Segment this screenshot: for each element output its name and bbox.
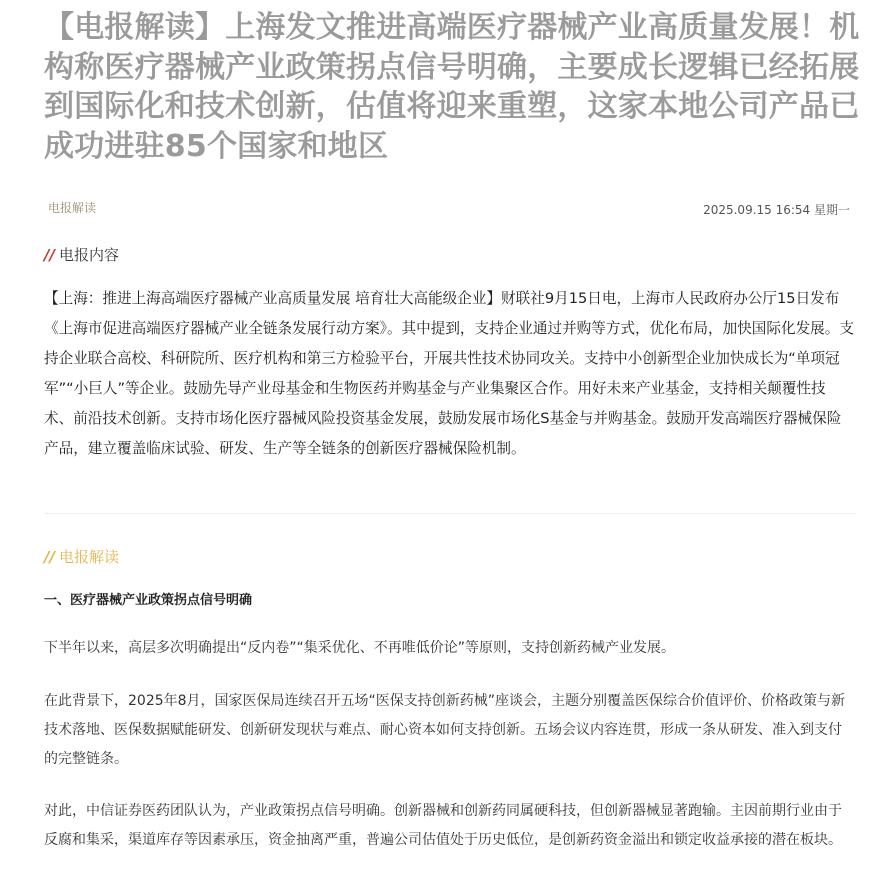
- section-header-analysis: [44, 546, 119, 567]
- telegraph-content: 【上海：推进上海高端医疗器械产业高质量发展 培育壮大高能级企业】财联社9月15日电，上海市人民政府办公厅15日发布《上海市促进高端医疗器械产业全链条发展行动方案》。其中提到，支持企业通过并购等方式，优化布局，加快国际化发展。支持企业联合高校、科研院所、医疗机构和第三方检验平台，开展共性技术协同攻关。支持中小创新型企业加快成长为“单项冠军”“小巨人”等企业。鼓励先导产业母基金和生物医药并购基金与产业集聚区合作。用好未来产业基金，支持相关颠覆性技术、前沿技术创新。支持市场化医疗器械风险投资基金发展，鼓励发展市场化S基金与并购基金。鼓励开发高端医疗器械保险产品，建立覆盖临床试验、研发、生产等全链条的创新医疗器械保险机制。: [44, 290, 854, 457]
- analysis-paragraph: 在此背景下，2025年8月，国家医保局连续召开五场“医保支持创新药械”座谈会，主题分别覆盖医保综合价值评价、价格政策与新技术落地、医保数据赋能研发、创新研发现状与难点、耐心资本如何支持创新。五场会议内容连贯，形成一条从研发、准入到支付的完整链条。: [44, 693, 846, 767]
- category-link[interactable]: 电报解读: [48, 201, 97, 215]
- section-header-content: [44, 244, 119, 265]
- publish-datetime: 2025.09.15 16:54 星期一: [703, 203, 850, 217]
- analysis-paragraph: 下半年以来，高层多次明确提出“反内卷”“集采优化、不再唯低价论”等原则，支持创新药械产业发展。: [44, 640, 676, 656]
- slash-marker-icon: //: [44, 246, 55, 264]
- divider: [44, 513, 856, 514]
- section-label: 电报解读: [58, 548, 119, 566]
- analysis-paragraph: 对此，中信证券医药团队认为，产业政策拐点信号明确。创新器械和创新药同属硬科技，但创新器械显著跑输。主因前期行业由于反腐和集采，渠道库存等因素承压，资金抽离严重，普遍公司估值处于历史低位，是创新药资金溢出和锁定收益承接的潜在板块。: [44, 803, 842, 848]
- section-label: 电报内容: [58, 246, 119, 264]
- slash-marker-icon: //: [44, 548, 55, 566]
- article-title: 【电报解读】上海发文推进高端医疗器械产业高质量发展！机构称医疗器械产业政策拐点信号明确，主要成长逻辑已经拓展到国际化和技术创新，估值将迎来重塑，这家本地公司产品已成功进驻85个国家和地区: [44, 10, 860, 164]
- analysis-heading: 一、医疗器械产业政策拐点信号明确: [44, 593, 253, 608]
